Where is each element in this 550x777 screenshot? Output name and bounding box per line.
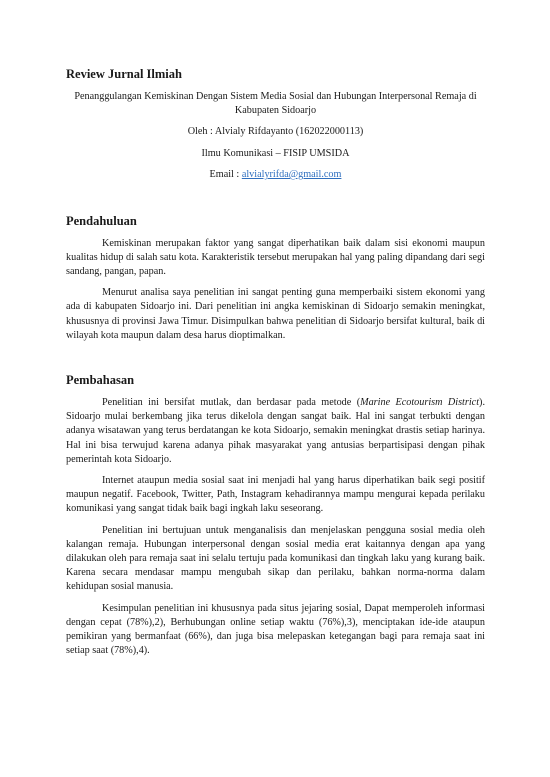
document-page: [66, 66, 485, 665]
email-line: [66, 168, 485, 182]
affiliation-line: Ilmu Komunikasi – FISIP UMSIDA: [201, 147, 350, 159]
email-link[interactable]: alvialyrifda@gmail.com: [241, 169, 342, 180]
paragraph-pembahasan-2: Internet ataupun media sosial saat ini menjadi hal yang harus diperhatikan baik segi positif maupun negatif. Facebook, Twitter, Path, Instagram kehadirannya mampu mengurai kepada perilaku komunikasi yang sangat tidak baik bagi ingkah laku seseorang.: [66, 474, 485, 515]
journal-subtitle: Penanggulangan Kemiskinan Dengan Sistem Media Sosial dan Hubungan Interpersonal Remaja di Kabupaten Sidoarjo: [74, 91, 477, 116]
section-title-pembahasan: Pembahasan: [66, 372, 135, 387]
paragraph-pendahuluan-1: Kemiskinan merupakan faktor yang sangat diperhatikan baik dalam sisi ekonomi maupun kualitas hidup di salah satu kota. Karakteristik tersebut merupakan hal yang paling dipandang dari segi sandang, pangan, papan.: [66, 237, 485, 277]
email-label: Email :: [209, 169, 242, 180]
paragraph-pembahasan-3: Penelitian ini bertujuan untuk menganalisis dan menjelaskan pengguna sosial media oleh kalangan remaja. Hubungan interpersonal dengan sosial media erat kaitannya dengan apa yang dilakukan oleh para remaja saat ini selalu tertuju pada komunikasi dan tingkah laku yang kurang baik. Karena secara mendasar mampu mengubah sikap dan perilaku, bahkan norma-norma dalam kehidupan sosial manusia.: [66, 524, 485, 593]
paragraph-pembahasan-1: [66, 396, 485, 467]
paragraph-pembahasan-1-start: Penelitian ini bersifat mutlak, dan berdasar pada metode (: [102, 396, 361, 408]
section-title-pendahuluan: Pendahuluan: [66, 213, 137, 228]
paragraph-pembahasan-1-method: Marine Ecotourism District: [360, 396, 480, 408]
paragraph-pembahasan-4: Kesimpulan penelitian ini khususnya pada situs jejaring sosial, Dapat memperoleh informasi dengan cepat (78%),2), Berhubungan online setiap waktu (76%),3), menciptakan ide-ide ataupun pemikiran yang bermanfaat (66%), dan juga bisa melepaskan ketegangan bagi para remaja saat ini setiap saat (78%),4).: [66, 602, 485, 657]
paragraph-pembahasan-1-end: ). Sidoarjo mulai berkembang jika terus dikelola dengan sangat baik. Hal ini sangat terbukti dengan adanya wisatawan yang terus berdatangan ke kota Sidoarjo, semakin meningkat drastis setiap harinya. Hal ini bisa terwujud karena adanya pihak masyarakat yang antusias berpartisipasi dengan pihak pemerintah kota Sidoarjo.: [66, 396, 485, 465]
paragraph-pendahuluan-2: Menurut analisa saya penelitian ini sangat penting guna memperbaiki sistem ekonomi yang ada di kabupaten Sidoarjo ini. Dari penelitian ini angka kemiskinan di Sidoarjo semakin meningkat, khususnya di provinsi Jawa Timur. Disimpulkan bahwa penelitian di Sidoarjo bersifat kultural, baik di wilayah kota maupun dalam desa harus dioptimalkan.: [66, 287, 485, 341]
document-title: Review Jurnal Ilmiah: [66, 67, 182, 81]
author-line: Oleh : Alvialy Rifdayanto (162022000113): [187, 126, 364, 137]
